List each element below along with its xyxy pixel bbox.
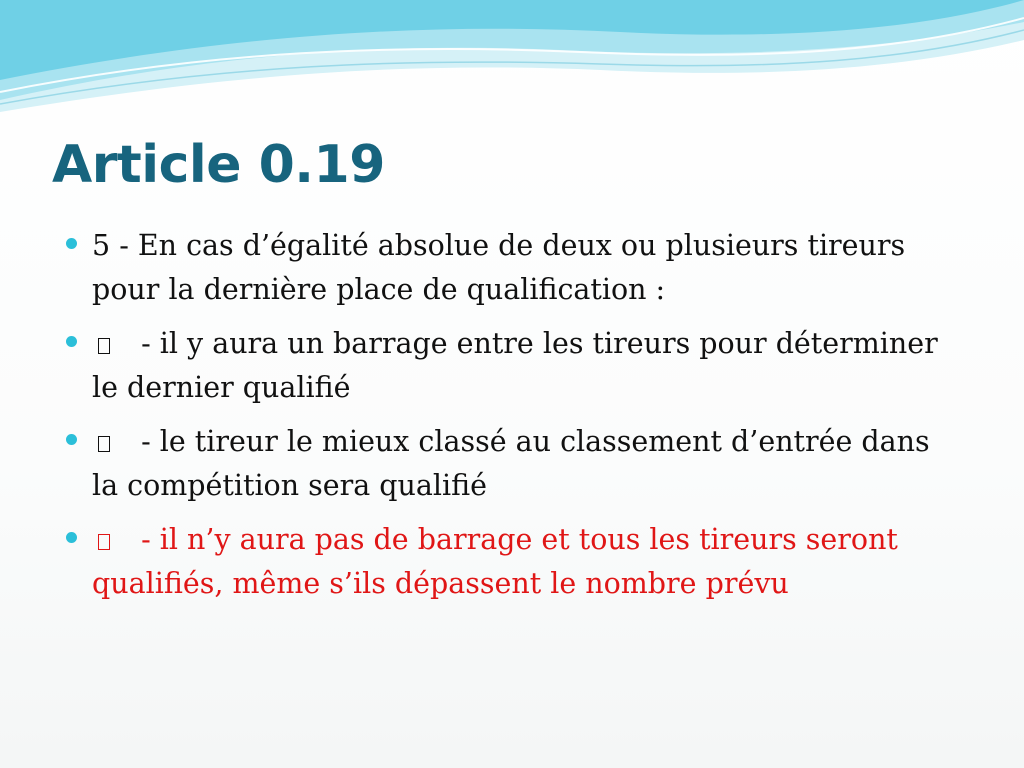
bullet-text: - le tireur le mieux classé au classement d’entrée dans la compétition sera qualifié <box>92 425 930 502</box>
bullet-text: 5 - En cas d’égalité absolue de deux ou plusieurs tireurs pour la dernière place de qualification : <box>92 229 906 306</box>
bullet-text: - il y aura un barrage entre les tireurs pour déterminer le dernier qualifié <box>92 327 938 404</box>
bullet-dot-icon <box>66 532 77 543</box>
bullet-item <box>64 420 964 508</box>
bullet-item <box>64 224 964 312</box>
bullet-text: - il n’y aura pas de barrage et tous les tireurs seront qualifiés, même s’ils dépassent le nombre prévu <box>92 523 898 600</box>
header-wave-decoration <box>0 0 1024 120</box>
missing-glyph-icon <box>98 338 110 354</box>
bullet-dot-icon <box>66 434 77 445</box>
bullet-item <box>64 322 964 410</box>
missing-glyph-icon <box>98 436 110 452</box>
bullet-list <box>64 224 964 616</box>
bullet-dot-icon <box>66 336 77 347</box>
bullet-item-highlighted <box>64 518 964 606</box>
bullet-dot-icon <box>66 238 77 249</box>
missing-glyph-icon <box>98 534 110 550</box>
slide-title: Article 0.19 <box>52 135 385 195</box>
